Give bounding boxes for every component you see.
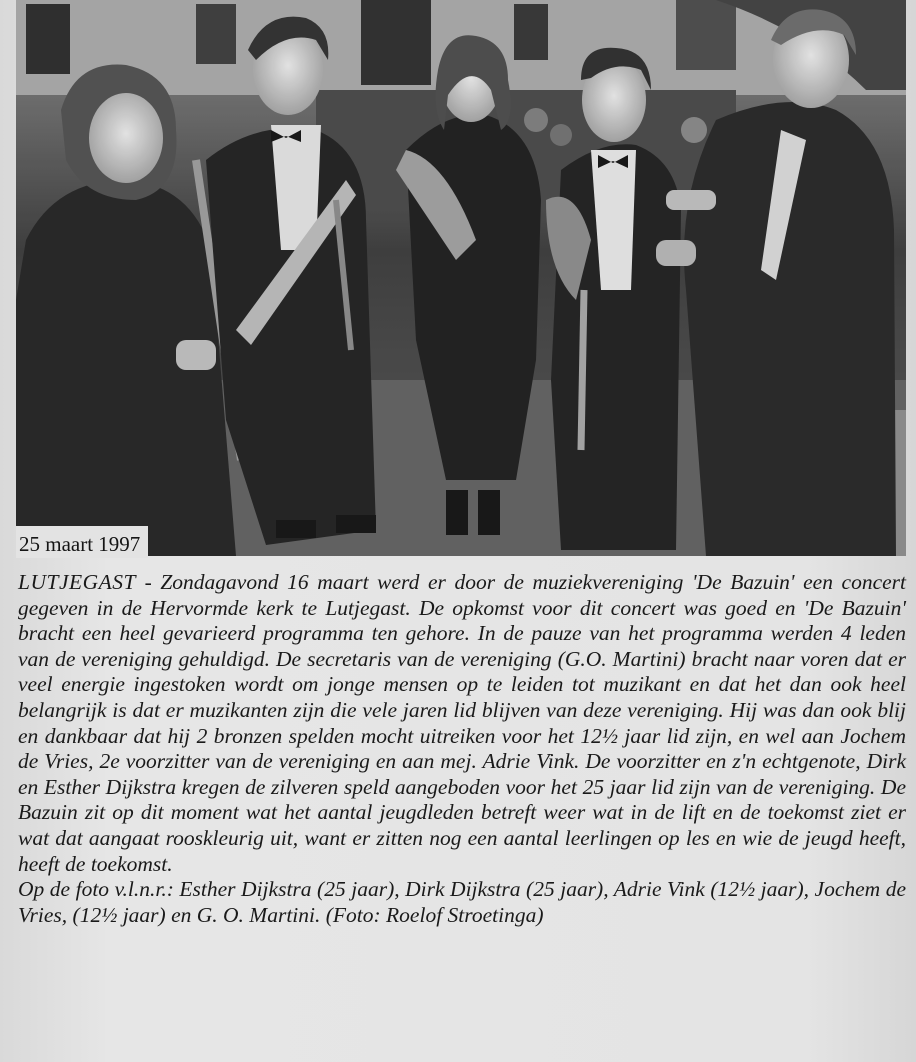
article-body-text: Zondagavond 16 maart werd er door de muziekvereniging 'De Bazuin' een concert gegeven in de Hervormde kerk te Lutjegast. De opkomst voor dit concert was goed en 'De Bazuin' bracht een heel gevarieerd programma ten gehore. In de pauze van het programma werden 4 leden van de vereniging gehuldigd. De secretaris van de vereniging (G.O. Martini) bracht naar voren dat er veel energie ingestoken wordt om jonge mensen op te leiden tot muzikant en dat het dan ook heel belangrijk is dat er muzikanten zijn die vele jaren lid blijven van deze vereniging. Hij was dan ook blij en dankbaar dat hij 2 bronzen spelden mocht uitreiken voor het 12½ jaar lid zijn, en wel aan Jochem de Vries, 2e voorzitter van de vereniging en aan mej. Adrie Vink. De voorzitter en z'n echtgenote, Dirk en Esther Dijkstra kregen de zilveren speld aangeboden voor het 25 jaar lid zijn van de vereniging. De Bazuin zit op dit moment wat het aantal jeugdleden betreft weer wat in de lift en de toekomst ziet er wat dat aangaat rooskleurig uit, want er zitten nog een aantal leerlingen op les en wie de jeugd heeft, heeft de toekomst.	[18, 570, 906, 876]
publication-date: 25 maart 1997	[16, 526, 148, 558]
photo-caption: Op de foto v.l.n.r.: Esther Dijkstra (25 jaar), Dirk Dijkstra (25 jaar), Adrie Vink (12½ jaar), Jochem de Vries, (12½ jaar) en G. O. Martini. (Foto: Roelof Stroetinga)	[18, 877, 906, 927]
article-body	[18, 570, 906, 877]
article-text	[18, 570, 906, 928]
photo-illustration	[16, 0, 906, 556]
dateline-separator: -	[135, 570, 161, 594]
article-photo	[16, 0, 906, 556]
article-dateline: LUTJEGAST	[18, 570, 136, 594]
